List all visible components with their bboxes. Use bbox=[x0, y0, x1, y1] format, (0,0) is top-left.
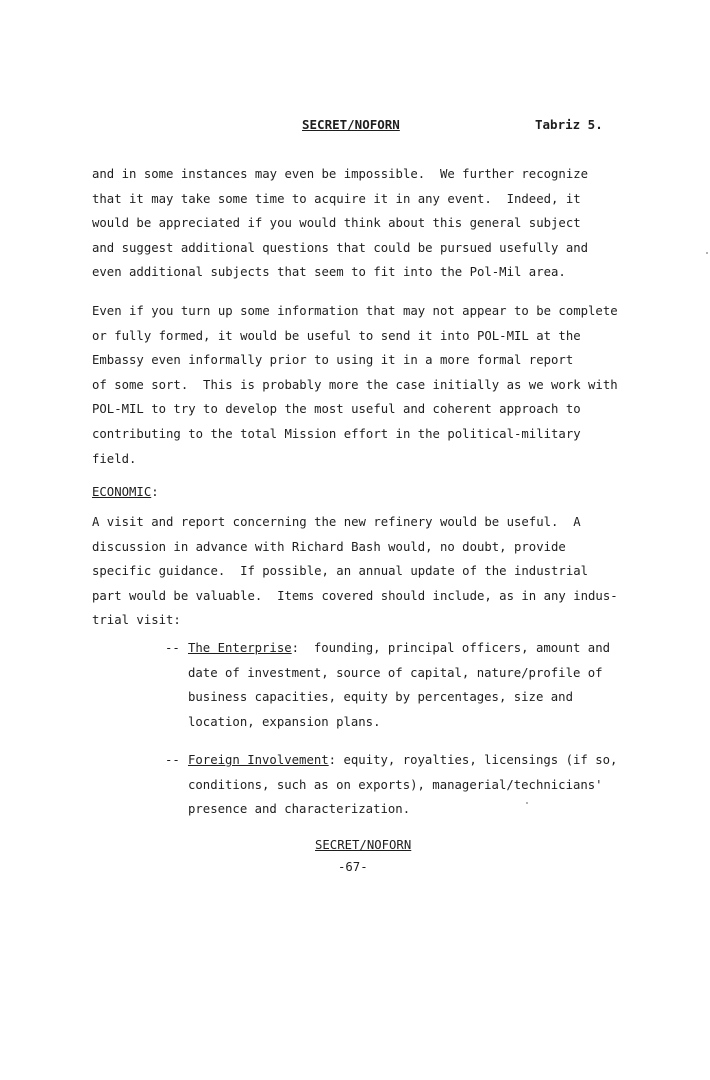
bullet-dash: -- bbox=[165, 641, 180, 655]
text-line: POL-MIL to try to develop the most useful and coherent approach to bbox=[92, 402, 581, 417]
text-line: date of investment, source of capital, nature/profile of bbox=[188, 665, 603, 680]
text-line: trial visit: bbox=[92, 613, 181, 628]
text-line: A visit and report concerning the new refinery would be useful. A bbox=[92, 515, 581, 529]
scan-speck bbox=[526, 802, 528, 804]
section-heading-economic bbox=[92, 485, 159, 499]
bullet-first-line bbox=[188, 636, 638, 661]
header-reference: Tabriz 5. bbox=[535, 117, 603, 132]
text-line: field. bbox=[92, 451, 137, 466]
bullet-text: : equity, royalties, licensings (if so, bbox=[328, 753, 618, 767]
text-line: part would be valuable. Items covered should include, as in any indus- bbox=[92, 588, 618, 603]
paragraph-pol-mil bbox=[92, 299, 618, 471]
text-line: and in some instances may even be impossible. We further recognize bbox=[92, 167, 589, 181]
text-line: of some sort. This is probably more the case initially as we work with bbox=[92, 377, 618, 392]
text-line: conditions, such as on exports), managerial/technicians' bbox=[188, 777, 603, 792]
section-heading-colon: : bbox=[151, 485, 159, 499]
text-line: specific guidance. If possible, an annual update of the industrial bbox=[92, 564, 589, 579]
text-line: presence and characterization. bbox=[188, 802, 411, 817]
text-line: location, expansion plans. bbox=[188, 714, 381, 729]
text-line: even additional subjects that seem to fit into the Pol-Mil area. bbox=[92, 265, 566, 280]
section-heading-text: ECONOMIC bbox=[92, 485, 152, 499]
scan-speck bbox=[706, 252, 708, 254]
text-line: Embassy even informally prior to using it in a more formal report bbox=[92, 353, 574, 368]
bullet-text: : founding, principal officers, amount and bbox=[291, 641, 611, 655]
bullet-dash: -- bbox=[165, 753, 180, 767]
text-line: would be appreciated if you would think about this general subject bbox=[92, 216, 581, 231]
bullet-body bbox=[188, 748, 638, 822]
bullet-term: Foreign Involvement bbox=[188, 753, 329, 767]
header-classification: SECRET/NOFORN bbox=[302, 117, 400, 132]
paragraph-economic bbox=[92, 510, 618, 633]
footer-classification: SECRET/NOFORN bbox=[315, 838, 412, 852]
text-line: and suggest additional questions that could be pursued usefully and bbox=[92, 240, 589, 255]
text-line: business capacities, equity by percentages, size and bbox=[188, 690, 573, 705]
page-number: -67- bbox=[338, 860, 368, 874]
paragraph-intro bbox=[92, 162, 588, 285]
bullet-body bbox=[188, 636, 638, 734]
text-line: contributing to the total Mission effort in the political-military bbox=[92, 426, 581, 441]
text-line: Even if you turn up some information that may not appear to be complete bbox=[92, 304, 618, 318]
text-line: discussion in advance with Richard Bash would, no doubt, provide bbox=[92, 539, 566, 554]
text-line: that it may take some time to acquire it in any event. Indeed, it bbox=[92, 191, 581, 206]
text-line: or fully formed, it would be useful to send it into POL-MIL at the bbox=[92, 328, 581, 343]
bullet-first-line bbox=[188, 748, 638, 773]
bullet-term: The Enterprise bbox=[188, 641, 292, 655]
